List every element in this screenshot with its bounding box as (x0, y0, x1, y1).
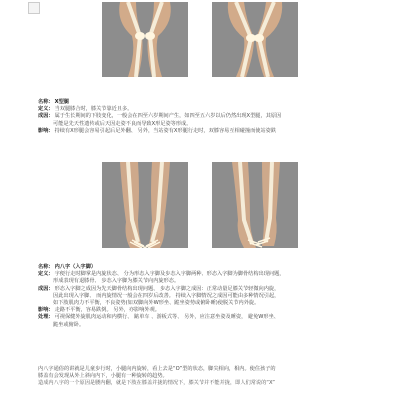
treatment-row-continued (38, 322, 368, 329)
paragraph-line: 内八字通俗的讲就是儿童步行时，小腿向内旋转，看上去是“O”型的状态，脚尖相向，相内。使住孩子的 (38, 366, 276, 372)
row-label: 定义： (38, 106, 54, 113)
row-label: 处理： (38, 314, 54, 321)
row-value: 因此出现入字脚、 而内旋情况一般会在四岁后改善。 持续入字脚情况之成因可能由多种情况引起， (53, 292, 280, 299)
row-value: 跪坐或俯卧。 (53, 321, 85, 328)
row-value: 可能是先天性遗传或后天因走姿不良而导致X形足姿等形成。 (53, 120, 192, 127)
treatment-row (38, 314, 368, 321)
x-legs-illustration-1 (102, 2, 188, 77)
row-label: 成因： (38, 285, 54, 292)
name-label: 名称： (38, 264, 54, 270)
cause-row (38, 286, 368, 293)
x-legs-image-front (102, 2, 188, 77)
name-label: 名称： (38, 99, 54, 105)
definition-row-continued (38, 278, 368, 285)
in-toe-illustration-1 (102, 162, 188, 248)
row-value: 属于生长期间的下肢变化，一般会在四至六岁期间产生，如四至五六岁以后仍然出现X型腿，其原因 (54, 113, 282, 120)
x-legs-illustration-2 (212, 2, 298, 77)
cause-row (38, 113, 368, 120)
in-toe-legs-image-angled (212, 162, 298, 248)
name-value: 内八字（入字脚） (54, 264, 97, 270)
x-legs-image-side (212, 2, 298, 77)
effect-row (38, 128, 368, 135)
row-value: 如下肢肌肉力不平衡，不良姿势(如双脚向外W形坐、跪坐姿势或俯卧睡)使脱关节内外旋。 (53, 300, 260, 307)
in-toe-legs-image-front (102, 162, 188, 248)
in-toe-illustration-2 (212, 162, 298, 248)
row-label: 影响： (38, 307, 54, 314)
row-value: 可视保健外旋肌肉运动和内横行、 踮单车 、游板式等、 另外，应注意坐姿及睡姿， 避免W形坐、 (54, 314, 279, 321)
paragraph-line: 膝盖有会发现从外上斜向内下，小腿有一种旋转的趋势。 (38, 373, 168, 380)
row-label: 影响： (38, 127, 54, 134)
section-in-toe (38, 264, 368, 329)
row-label: 成因： (38, 113, 54, 120)
row-value: 持续有X形腿会容易引起后足外翻、 另外，当站姿有X形腿行走时，双膝容易互相碰撞而使站姿跌 (54, 127, 277, 134)
row-value: 走路不平衡，容易跌倒。 另外，亦影响外观。 (54, 307, 160, 314)
row-label: 定义： (38, 271, 54, 278)
cause-row-continued (38, 293, 368, 300)
explanation-paragraph (38, 366, 368, 388)
corner-mark (28, 2, 40, 14)
row-value: 形成表现有退膝骨、 步态入字脚为膝关节向内旋形态。 (53, 278, 180, 285)
row-value: 形态入字脚之成因为先天脚骨结构出现问题、 步态入字脚之成因：正常动量足膝关节轻微向内旋， (54, 285, 280, 292)
cause-row-continued (38, 121, 368, 128)
row-value: 字便行走时脚掌是内旋状态、 分为形态入字脚及步态入字脚两种、形态入字脚为脚骨结构出现问题， (54, 271, 285, 278)
paragraph-line: 造成内八字的一个原因是腰内翻，就是下肢在膝盖并拢的情况下，膝关节并不能并拢，即人们常说的“X” (38, 380, 275, 387)
name-value: X型腿 (54, 99, 69, 105)
section-x-legs (38, 99, 368, 135)
row-value: 当双腿膝合时，膝关节靠近且多。 (54, 106, 133, 113)
